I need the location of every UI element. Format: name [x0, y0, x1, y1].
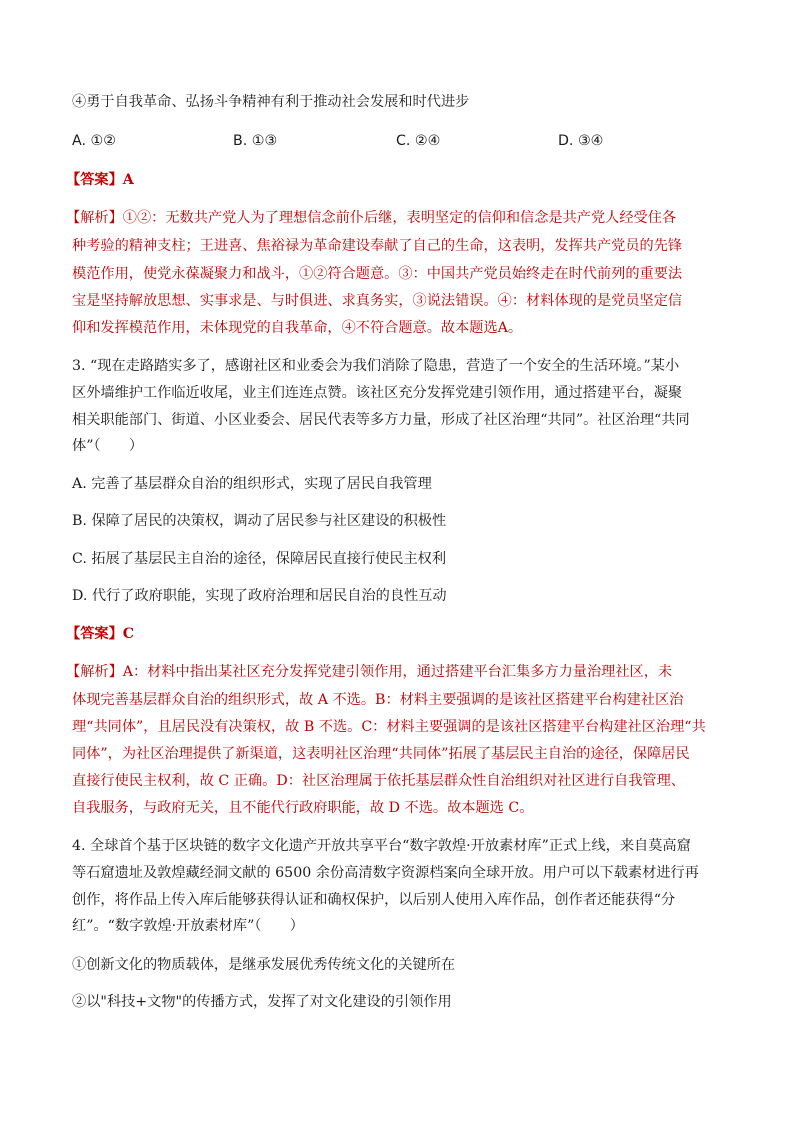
q3-analysis-line-5: 直接行使民主权利，故 C 正确。D：社区治理属于依托基层群众性自治组织对社区进行自我管理、	[72, 773, 685, 789]
q2-answer: 【答案】A	[66, 172, 134, 188]
q3-stem-line-3: 相关职能部门、街道、小区业委会、居民代表等多方力量，形成了社区治理“共同”。社区治理“共同	[72, 412, 690, 428]
q2-item-4: ④勇于自我革命、弘扬斗争精神有利于推动社会发展和时代进步	[72, 94, 470, 110]
q3-stem-line-2: 区外墙维护工作临近收尾，业主们连连点赞。该社区充分发挥党建引领作用，通过搭建平台，凝聚	[72, 385, 683, 401]
q3-analysis-line-4: 同体”，为社区治理提供了新渠道，这表明社区治理“共同体”拓展了基层民主自治的途径，保障居民	[72, 746, 690, 762]
q3-option-b: B. 保障了居民的决策权，调动了居民参与社区建设的积极性	[72, 513, 447, 529]
q2-option-c: C. ②④	[396, 133, 441, 149]
q3-option-a: A. 完善了基层群众自治的组织形式，实现了居民自我管理	[72, 476, 432, 492]
q2-option-d: D. ③④	[558, 133, 604, 149]
q4-stem-line-1: 4. 全球首个基于区块链的数字文化遗产开放共享平台“数字敦煌·开放素材库”正式上线，来自莫高窟	[72, 838, 691, 854]
q2-analysis-line-1: 【解析】①②：无数共产党人为了理想信念前仆后继，表明坚定的信仰和信念是共产党人经受住各	[66, 210, 677, 226]
q2-option-b: B. ①③	[233, 133, 278, 149]
q3-option-c: C. 拓展了基层民主自治的途径，保障居民直接行使民主权利	[72, 551, 447, 567]
q4-item-1: ①创新文化的物质载体，是继承发展优秀传统文化的关键所在	[72, 957, 456, 973]
q3-analysis-line-3: 理“共同体”，且居民没有决策权，故 B 不选。C：材料主要强调的是该社区搭建平台构建社区治理“共	[72, 719, 706, 735]
q3-analysis-line-6: 自我服务，与政府无关，且不能代行政府职能，故 D 不选。故本题选 C。	[72, 800, 534, 816]
q3-stem-line-1: 3. “现在走路踏实多了，感谢社区和业委会为我们消除了隐患，营造了一个安全的生活环境。”某小	[72, 358, 680, 374]
q2-analysis-line-2: 种考验的精神支柱；王进喜、焦裕禄为革命建设奉献了自己的生命，这表明，发挥共产党员的先锋	[72, 238, 683, 254]
q3-stem-line-4: 体”（ ）	[72, 438, 144, 454]
q4-stem-line-2: 等石窟遗址及敦煌藏经洞文献的 6500 余份高清数字资源档案向全球开放。用户可以下载素材进行再	[72, 865, 699, 881]
q2-analysis-line-3: 模范作用，使党永葆凝聚力和战斗，①②符合题意。③：中国共产党员始终走在时代前列的重要法	[72, 266, 683, 282]
q2-analysis-line-5: 仰和发挥模范作用，未体现党的自我革命，④不符合题意。故本题选A。	[72, 320, 523, 336]
q3-option-d: D. 代行了政府职能，实现了政府治理和居民自治的良性互动	[72, 588, 447, 604]
q2-analysis-line-4: 宝是坚持解放思想、实事求是、与时俱进、求真务实，③说法错误。④：材料体现的是党员坚定信	[72, 293, 683, 309]
q3-analysis-line-1: 【解析】A：材料中指出某社区充分发挥党建引领作用，通过搭建平台汇集多方力量治理社区，未	[66, 664, 673, 680]
q3-answer: 【答案】C	[66, 626, 135, 642]
q4-item-2: ②以"科技+文物"的传播方式，发挥了对文化建设的引领作用	[72, 994, 452, 1010]
q3-analysis-line-2: 体现完善基层群众自治的组织形式，故 A 不选。B：材料主要强调的是该社区搭建平台构建社区治	[72, 692, 684, 708]
q4-stem-line-4: 红”。“数字敦煌·开放素材库”（ ）	[72, 918, 304, 934]
q4-stem-line-3: 创作，将作品上传入库后能够获得认证和确权保护，以后别人使用入库作品，创作者还能获得“分	[72, 892, 676, 908]
q2-option-a: A. ①②	[72, 133, 116, 149]
